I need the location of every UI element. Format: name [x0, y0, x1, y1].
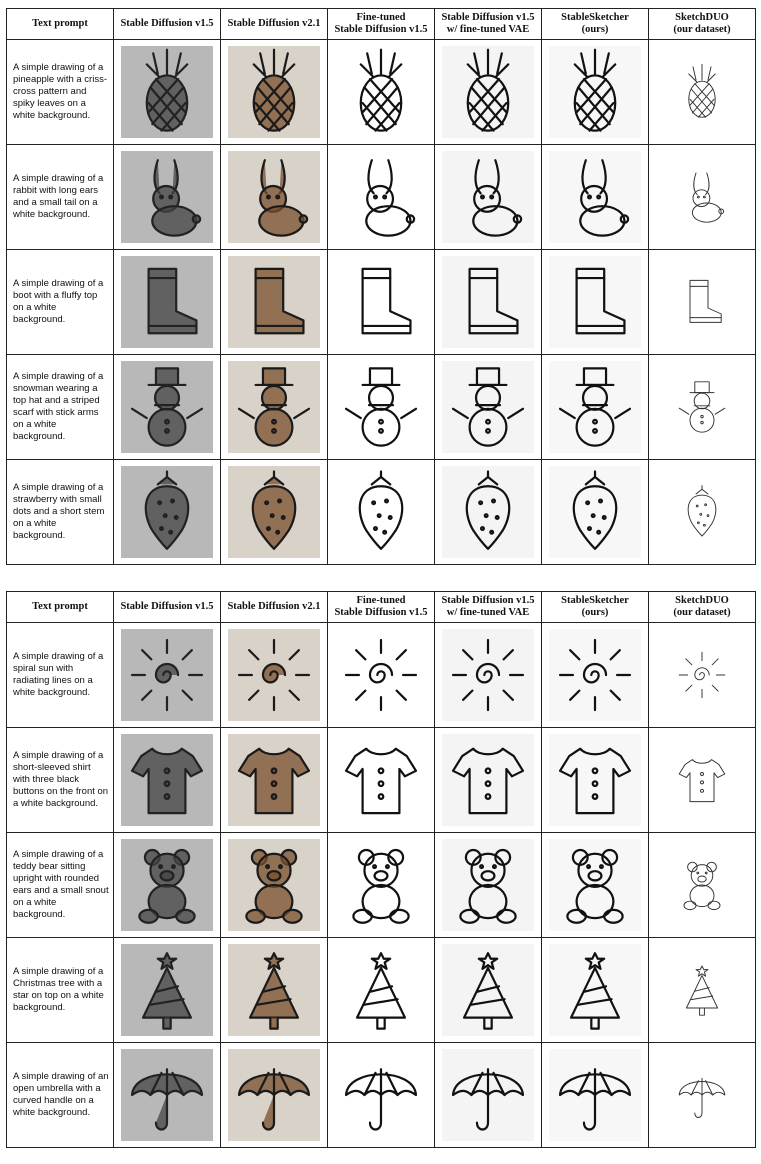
column-header-line: Text prompt [32, 18, 88, 29]
result-cell-ours [542, 938, 649, 1043]
tree-ours-image [549, 944, 641, 1036]
result-cell-sd15 [114, 250, 221, 355]
result-cell-ours [542, 250, 649, 355]
strawberry-duo-image [672, 482, 732, 542]
column-header-line: w/ fine-tuned VAE [446, 24, 530, 35]
snowman-sd21-image [228, 361, 320, 453]
boot-sd21-image [228, 256, 320, 348]
result-cell-sd21 [221, 460, 328, 565]
shirt-sd21-image [228, 734, 320, 826]
text-prompt-cell: A simple drawing of a boot with a fluffy top on a white background. [7, 250, 114, 355]
tree-sd21-image [228, 944, 320, 1036]
column-header-line: Fine-tuned [356, 595, 406, 606]
column-header-line: Stable Diffusion v2.1 [227, 601, 321, 612]
result-cell-sd15 [114, 833, 221, 938]
column-header-line: Stable Diffusion v1.5 [334, 24, 428, 35]
result-cell-ours [542, 460, 649, 565]
column-header-line: Stable Diffusion v1.5 [120, 601, 214, 612]
umbrella-sd21-image [228, 1049, 320, 1141]
result-cell-duo [649, 145, 756, 250]
text-prompt-cell: A simple drawing of a snowman wearing a top hat and a striped scarf with stick arms on a white background. [7, 355, 114, 460]
umbrella-duo-image [672, 1065, 732, 1125]
umbrella-vae-image [442, 1049, 534, 1141]
result-cell-ft [328, 355, 435, 460]
pineapple-sd15-image [121, 46, 213, 138]
column-header-3 [328, 9, 435, 40]
boot-ft-image [335, 256, 427, 348]
result-cell-ft [328, 145, 435, 250]
column-header-1 [114, 9, 221, 40]
result-cell-sd15 [114, 355, 221, 460]
rabbit-vae-image [442, 151, 534, 243]
rabbit-ours-image [549, 151, 641, 243]
column-header-line: (our dataset) [673, 607, 731, 618]
rabbit-duo-image [672, 167, 732, 227]
column-header-6 [649, 9, 756, 40]
umbrella-ours-image [549, 1049, 641, 1141]
result-cell-duo [649, 728, 756, 833]
header-row [7, 592, 756, 623]
column-header-4 [435, 592, 542, 623]
result-cell-ft [328, 250, 435, 355]
comparison-table-bottom [6, 591, 756, 1148]
column-header-line: Stable Diffusion v1.5 [441, 595, 535, 606]
tree-ft-image [335, 944, 427, 1036]
result-cell-duo [649, 355, 756, 460]
result-cell-ft [328, 728, 435, 833]
sun-vae-image [442, 629, 534, 721]
text-prompt-cell: A simple drawing of a short-sleeved shirt with three black buttons on the front on a white background. [7, 728, 114, 833]
result-cell-sd21 [221, 40, 328, 145]
tree-duo-image [672, 960, 732, 1020]
result-cell-sd21 [221, 938, 328, 1043]
column-header-line: Stable Diffusion v1.5 [441, 12, 535, 23]
result-cell-sd21 [221, 355, 328, 460]
text-prompt-cell: A simple drawing of an open umbrella with a curved handle on a white background. [7, 1043, 114, 1148]
text-prompt-cell: A simple drawing of a rabbit with long ears and a small tail on a white background. [7, 145, 114, 250]
column-header-3 [328, 592, 435, 623]
column-header-2 [221, 9, 328, 40]
result-cell-sd21 [221, 833, 328, 938]
strawberry-sd21-image [228, 466, 320, 558]
result-cell-sd15 [114, 938, 221, 1043]
sun-duo-image [672, 645, 732, 705]
teddy-ours-image [549, 839, 641, 931]
teddy-vae-image [442, 839, 534, 931]
result-cell-duo [649, 40, 756, 145]
result-cell-ft [328, 40, 435, 145]
result-cell-ours [542, 1043, 649, 1148]
boot-duo-image [672, 272, 732, 332]
column-header-0 [7, 592, 114, 623]
rabbit-sd15-image [121, 151, 213, 243]
column-header-line: Stable Diffusion v1.5 [334, 607, 428, 618]
teddy-sd21-image [228, 839, 320, 931]
column-header-6 [649, 592, 756, 623]
result-cell-sd21 [221, 623, 328, 728]
column-header-5 [542, 9, 649, 40]
result-cell-ft [328, 938, 435, 1043]
result-cell-sd21 [221, 728, 328, 833]
text-prompt-cell: A simple drawing of a pineapple with a criss-cross pattern and spiky leaves on a white background. [7, 40, 114, 145]
column-header-line: StableSketcher [561, 595, 629, 606]
column-header-line: (our dataset) [673, 24, 731, 35]
table-row [7, 623, 756, 728]
rabbit-sd21-image [228, 151, 320, 243]
result-cell-sd21 [221, 1043, 328, 1148]
column-header-line: Stable Diffusion v2.1 [227, 18, 321, 29]
snowman-ft-image [335, 361, 427, 453]
result-cell-ft [328, 623, 435, 728]
column-header-line: Stable Diffusion v1.5 [120, 18, 214, 29]
boot-sd15-image [121, 256, 213, 348]
text-prompt-cell: A simple drawing of a teddy bear sitting upright with rounded ears and a small snout on a white background. [7, 833, 114, 938]
column-header-line: Text prompt [32, 601, 88, 612]
pineapple-duo-image [672, 62, 732, 122]
snowman-ours-image [549, 361, 641, 453]
result-cell-sd21 [221, 145, 328, 250]
text-prompt-cell: A simple drawing of a strawberry with small dots and a short stem on a white background. [7, 460, 114, 565]
result-cell-vae [435, 623, 542, 728]
result-cell-vae [435, 938, 542, 1043]
table-row [7, 938, 756, 1043]
text-prompt-cell: A simple drawing of a Christmas tree with a star on top on a white background. [7, 938, 114, 1043]
tree-vae-image [442, 944, 534, 1036]
strawberry-ours-image [549, 466, 641, 558]
column-header-5 [542, 592, 649, 623]
strawberry-vae-image [442, 466, 534, 558]
column-header-line: (ours) [581, 607, 609, 618]
sun-ours-image [549, 629, 641, 721]
column-header-0 [7, 9, 114, 40]
tree-sd15-image [121, 944, 213, 1036]
column-header-1 [114, 592, 221, 623]
result-cell-ours [542, 728, 649, 833]
shirt-vae-image [442, 734, 534, 826]
result-cell-vae [435, 728, 542, 833]
teddy-duo-image [672, 855, 732, 915]
table-row [7, 460, 756, 565]
shirt-ft-image [335, 734, 427, 826]
snowman-sd15-image [121, 361, 213, 453]
column-header-2 [221, 592, 328, 623]
result-cell-sd15 [114, 623, 221, 728]
result-cell-sd15 [114, 1043, 221, 1148]
comparison-table-top [6, 8, 756, 565]
result-cell-ours [542, 623, 649, 728]
column-header-line: SketchDUO [675, 595, 729, 606]
result-cell-duo [649, 833, 756, 938]
column-header-line: StableSketcher [561, 12, 629, 23]
table-row [7, 145, 756, 250]
umbrella-ft-image [335, 1049, 427, 1141]
strawberry-sd15-image [121, 466, 213, 558]
table-row [7, 355, 756, 460]
column-header-4 [435, 9, 542, 40]
sun-ft-image [335, 629, 427, 721]
pineapple-ours-image [549, 46, 641, 138]
boot-ours-image [549, 256, 641, 348]
result-cell-vae [435, 355, 542, 460]
pineapple-sd21-image [228, 46, 320, 138]
result-cell-duo [649, 250, 756, 355]
result-cell-duo [649, 1043, 756, 1148]
table-row [7, 728, 756, 833]
column-header-line: SketchDUO [675, 12, 729, 23]
rabbit-ft-image [335, 151, 427, 243]
result-cell-vae [435, 250, 542, 355]
result-cell-duo [649, 460, 756, 565]
result-cell-sd15 [114, 460, 221, 565]
result-cell-vae [435, 1043, 542, 1148]
header-row [7, 9, 756, 40]
result-cell-ft [328, 1043, 435, 1148]
snowman-duo-image [672, 377, 732, 437]
result-cell-ours [542, 833, 649, 938]
column-header-line: Fine-tuned [356, 12, 406, 23]
column-header-line: (ours) [581, 24, 609, 35]
result-cell-vae [435, 145, 542, 250]
table-row [7, 1043, 756, 1148]
result-cell-duo [649, 938, 756, 1043]
shirt-ours-image [549, 734, 641, 826]
result-cell-sd15 [114, 40, 221, 145]
pineapple-vae-image [442, 46, 534, 138]
result-cell-vae [435, 40, 542, 145]
result-cell-vae [435, 833, 542, 938]
strawberry-ft-image [335, 466, 427, 558]
result-cell-vae [435, 460, 542, 565]
result-cell-ours [542, 40, 649, 145]
column-header-line: w/ fine-tuned VAE [446, 607, 530, 618]
result-cell-ours [542, 355, 649, 460]
result-cell-duo [649, 623, 756, 728]
table-row [7, 40, 756, 145]
result-cell-sd15 [114, 728, 221, 833]
boot-vae-image [442, 256, 534, 348]
shirt-duo-image [672, 750, 732, 810]
teddy-ft-image [335, 839, 427, 931]
result-cell-sd21 [221, 250, 328, 355]
sun-sd15-image [121, 629, 213, 721]
teddy-sd15-image [121, 839, 213, 931]
result-cell-ours [542, 145, 649, 250]
umbrella-sd15-image [121, 1049, 213, 1141]
text-prompt-cell: A simple drawing of a spiral sun with radiating lines on a white background. [7, 623, 114, 728]
result-cell-ft [328, 460, 435, 565]
table-row [7, 833, 756, 938]
snowman-vae-image [442, 361, 534, 453]
result-cell-ft [328, 833, 435, 938]
sun-sd21-image [228, 629, 320, 721]
result-cell-sd15 [114, 145, 221, 250]
shirt-sd15-image [121, 734, 213, 826]
table-row [7, 250, 756, 355]
pineapple-ft-image [335, 46, 427, 138]
